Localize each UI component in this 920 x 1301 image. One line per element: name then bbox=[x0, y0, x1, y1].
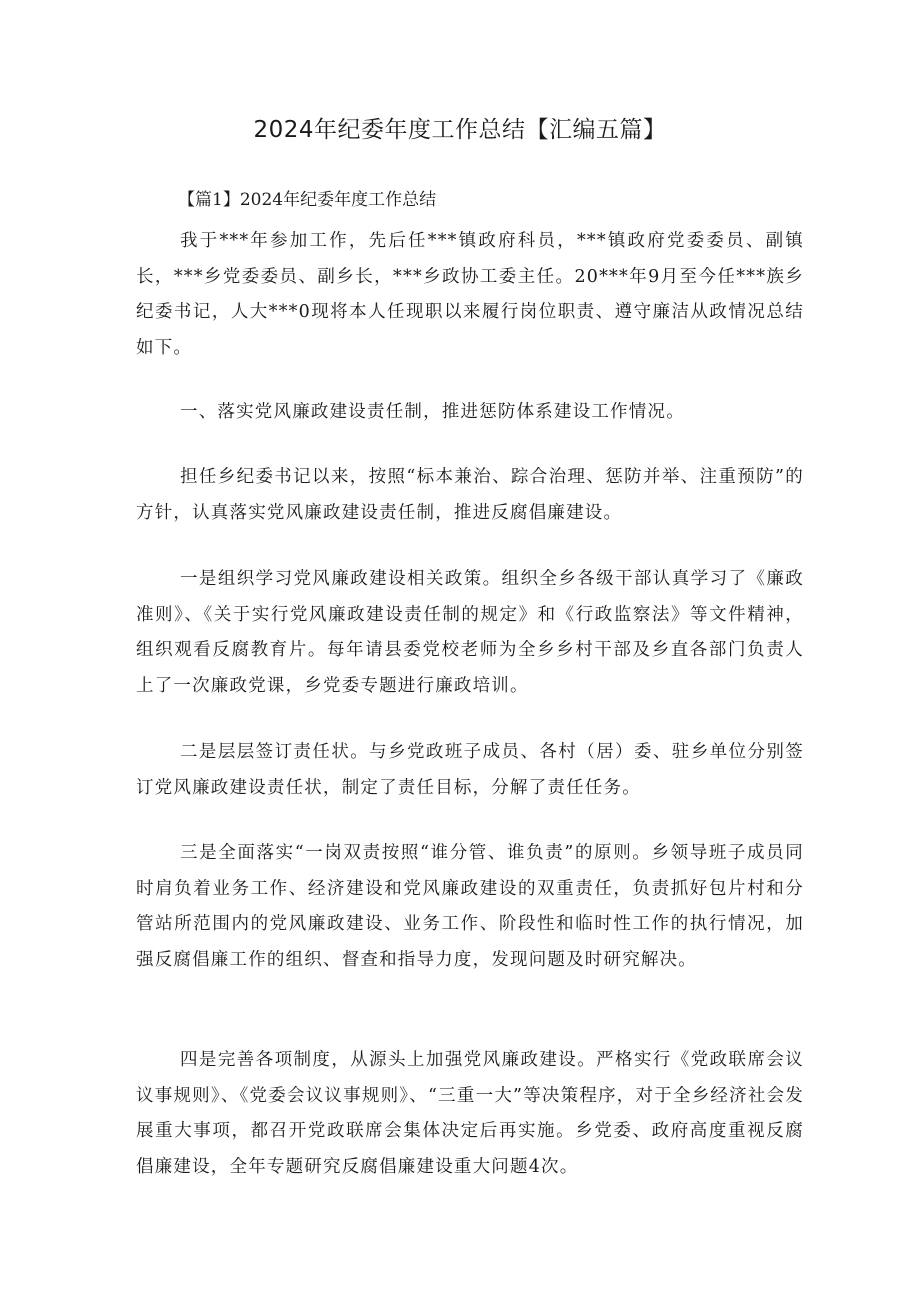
paragraph-intro: 我于***年参加工作，先后任***镇政府科员，***镇政府党委委员、副镇长，***乡党委委员、副乡长，***乡政协工委主任。20***年9月至今任***族乡纪委书记，人大***0现将本人任现职以来履行岗位职责、遵守廉洁从政情况总结如下。 bbox=[136, 231, 804, 358]
paragraph-responsibility: 二是层层签订责任状。与乡党政班子成员、各村（居）委、驻乡单位分别签订党风廉政建设责任状，制定了责任目标，分解了责任任务。 bbox=[136, 742, 804, 798]
paragraph-policy: 担任乡纪委书记以来，按照“标本兼治、踪合治理、惩防并举、注重预防”的方针，认真落实党风廉政建设责任制，推进反腐倡廉建设。 bbox=[136, 467, 804, 523]
paragraph-duties: 三是全面落实“一岗双责按照“谁分管、谁负责”的原则。乡领导班子成员同时肩负着业务工作、经济建设和党风廉政建设的双重责任，负责抓好包片村和分管站所范围内的党风廉政建设、业务工作、阶段性和临时性工作的执行情况，加强反腐倡廉工作的组织、督查和指导力度，发现问题及时研究解决。 bbox=[136, 843, 804, 970]
section-heading: 【篇1】2024年纪委年度工作总结 bbox=[178, 190, 437, 210]
paragraph-heading-one: 一、落实党风廉政建设责任制，推进惩防体系建设工作情况。 bbox=[180, 402, 685, 422]
paragraph-system: 四是完善各项制度，从源头上加强党风廉政建设。严格实行《党政联席会议议事规则》、《党委会议议事规则》、“三重一大”等决策程序，对于全乡经济社会发展重大事项，都召开党政联席会集体决定后再实施。乡党委、政府高度重视反腐倡廉建设，全年专题研究反腐倡廉建设重大问题4次。 bbox=[136, 1050, 804, 1177]
paragraph-study: 一是组织学习党风廉政建设相关政策。组织全乡各级干部认真学习了《廉政准则》、《关于实行党风廉政建设责任制的规定》和《行政监察法》等文件精神，组织观看反腐教育片。每年请县委党校老师为全乡乡村干部及乡直各部门负责人上了一次廉政党课，乡党委专题进行廉政培训。 bbox=[136, 569, 804, 696]
document-title: 2024年纪委年度工作总结【汇编五篇】 bbox=[253, 117, 667, 143]
